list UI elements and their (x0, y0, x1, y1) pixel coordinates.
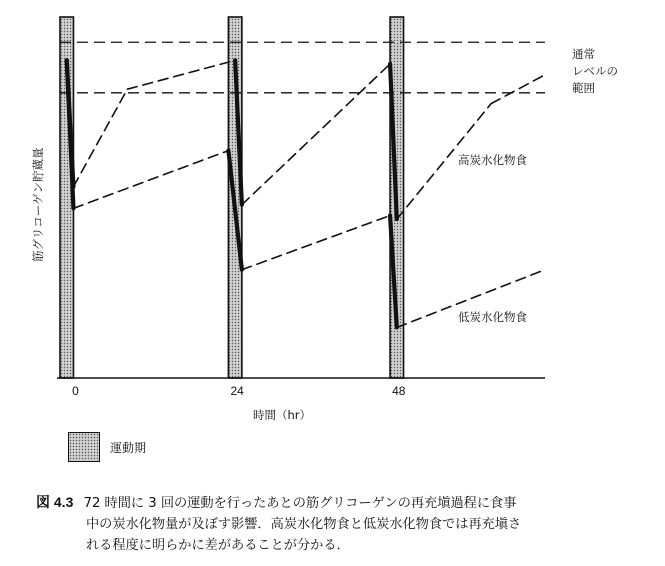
x-tick-0: 0 (72, 384, 79, 398)
series-1-segment-8 (491, 75, 545, 104)
series-2-segment-2 (73, 151, 228, 209)
normal-range-label-line-2: レベルの (572, 64, 618, 78)
caption-line-2: 中の炭水化物量が及ぼす影響．高炭水化物食と低炭水化物食では再充塡さ (86, 517, 522, 532)
y-axis-label: 筋グリコーゲン貯蔵量 (31, 147, 45, 262)
x-tick-48: 48 (392, 384, 406, 398)
series-label-high-carb: 高炭水化物食 (458, 153, 527, 167)
figure-number: 図 4.3 (36, 494, 74, 510)
series-1-segment-3 (127, 60, 235, 89)
caption-line-1: 72 時間に 3 回の運動を行ったあとの筋グリコーゲンの再充塡過程に食事 (83, 496, 517, 511)
series-2-segment-4 (242, 216, 390, 270)
normal-range-lines (60, 42, 545, 93)
normal-range-label-line-1: 通常 (572, 47, 595, 61)
series-1-segment-2 (73, 89, 127, 186)
x-tick-labels (72, 384, 406, 398)
series-label-low-carb: 低炭水化物食 (458, 310, 527, 324)
legend-exercise-label: 運動期 (110, 441, 147, 455)
normal-range-label-line-3: 範囲 (572, 81, 595, 95)
x-tick-24: 24 (230, 384, 244, 398)
normal-range-label (572, 47, 618, 95)
figure-caption (36, 492, 656, 556)
series-1-segment-5 (242, 64, 390, 205)
legend-exercise-swatch (68, 432, 100, 462)
series-lines (67, 60, 545, 327)
caption-line-3: れる程度に明らかに差があることが分かる． (86, 538, 350, 553)
x-axis-label: 時間（hr） (253, 408, 312, 422)
